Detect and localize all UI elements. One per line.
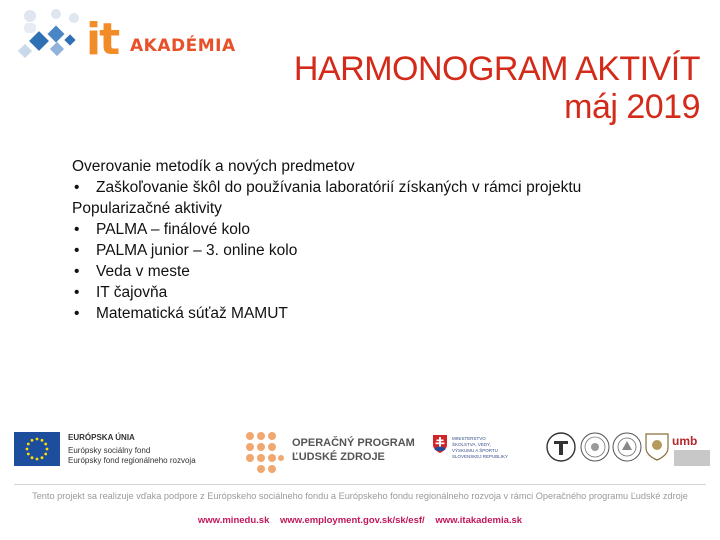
logo-it-text: it: [86, 14, 119, 65]
list-item: [72, 177, 692, 198]
partner-logos: [0, 420, 720, 490]
list-item-text: PALMA – finálové kolo: [96, 221, 250, 238]
footer-links: [0, 515, 720, 526]
page-title: [294, 50, 700, 126]
bullet-dot: •: [74, 221, 80, 238]
title-line-2: máj 2019: [564, 88, 700, 126]
list-item-text: IT čajovňa: [96, 284, 168, 301]
university-logo-icon: [546, 432, 576, 462]
link-itakademia[interactable]: www.itakademia.sk: [435, 515, 523, 526]
eu-regional-fund: Európsky fond regionálneho rozvoja: [68, 456, 196, 465]
eu-funds-text: [68, 433, 196, 466]
bullet-dot: •: [74, 263, 80, 280]
faculty-seal-icon: [612, 432, 642, 462]
list-item-text: PALMA junior – 3. online kolo: [96, 242, 298, 259]
eu-social-fund: Európsky sociálny fond: [68, 446, 151, 455]
faculty-emblem-icon: [644, 432, 670, 462]
list-item-text: Matematická súťaž MAMUT: [96, 305, 288, 322]
it-akademia-logo: [12, 6, 236, 68]
list-item: [72, 219, 692, 240]
bullet-dot: •: [74, 179, 80, 196]
activities-list: [72, 156, 692, 324]
slovak-emblem-icon: [432, 434, 448, 454]
list-item-text: Veda v meste: [96, 263, 190, 280]
section-heading-methodologies: Overovanie metodík a nových predmetov: [72, 158, 355, 175]
umb-logo-subtitle: [674, 450, 710, 466]
umb-logo-text: umb: [672, 434, 698, 448]
ministry-line-4: SLOVENSKEJ REPUBLIKY: [452, 454, 509, 459]
bullet-dot: •: [74, 305, 80, 322]
footer-funding-note: Tento projekt sa realizuje vďaka podpore z Európskeho sociálneho fondu a Európskeho fondu regionálneho rozvoja v rámci Operačného programu Ľudské zdroje: [32, 491, 688, 501]
link-employment[interactable]: www.employment.gov.sk/sk/esf/: [280, 515, 425, 526]
ministry-line-1: MINISTERSTVO: [452, 436, 486, 441]
footer-divider: [14, 484, 706, 485]
logo-akademia-text: AKADÉMIA: [130, 36, 236, 56]
list-item: [72, 303, 692, 324]
bullet-dot: •: [74, 242, 80, 259]
eu-heading: EURÓPSKA ÚNIA: [68, 433, 135, 442]
eu-flag-icon: [14, 432, 60, 466]
university-seal-icon: [580, 432, 610, 462]
ministry-line-3: VÝSKUMU A ŠPORTU: [452, 448, 498, 453]
list-item: [72, 282, 692, 303]
link-minedu[interactable]: www.minedu.sk: [197, 515, 270, 526]
list-item-text: Zaškoľovanie škôl do používania laboratórií získaných v rámci projektu: [96, 179, 582, 196]
op-ludske-zdroje-logo-icon: [244, 430, 286, 474]
op-line-1: OPERAČNÝ PROGRAM: [292, 437, 415, 449]
list-item: [72, 240, 692, 261]
title-line-1: HARMONOGRAM AKTIVÍT: [293, 50, 700, 88]
ministry-text: [452, 436, 516, 460]
list-item: [72, 261, 692, 282]
section-heading-popularization: Popularizačné aktivity: [72, 200, 222, 217]
ministry-line-2: ŠKOLSTVA, VEDY,: [452, 442, 491, 447]
op-program-text: [292, 436, 415, 464]
op-line-2: ĽUDSKÉ ZDROJE: [292, 451, 385, 463]
bullet-dot: •: [74, 284, 80, 301]
it-akademia-logo-icon: [12, 6, 92, 68]
